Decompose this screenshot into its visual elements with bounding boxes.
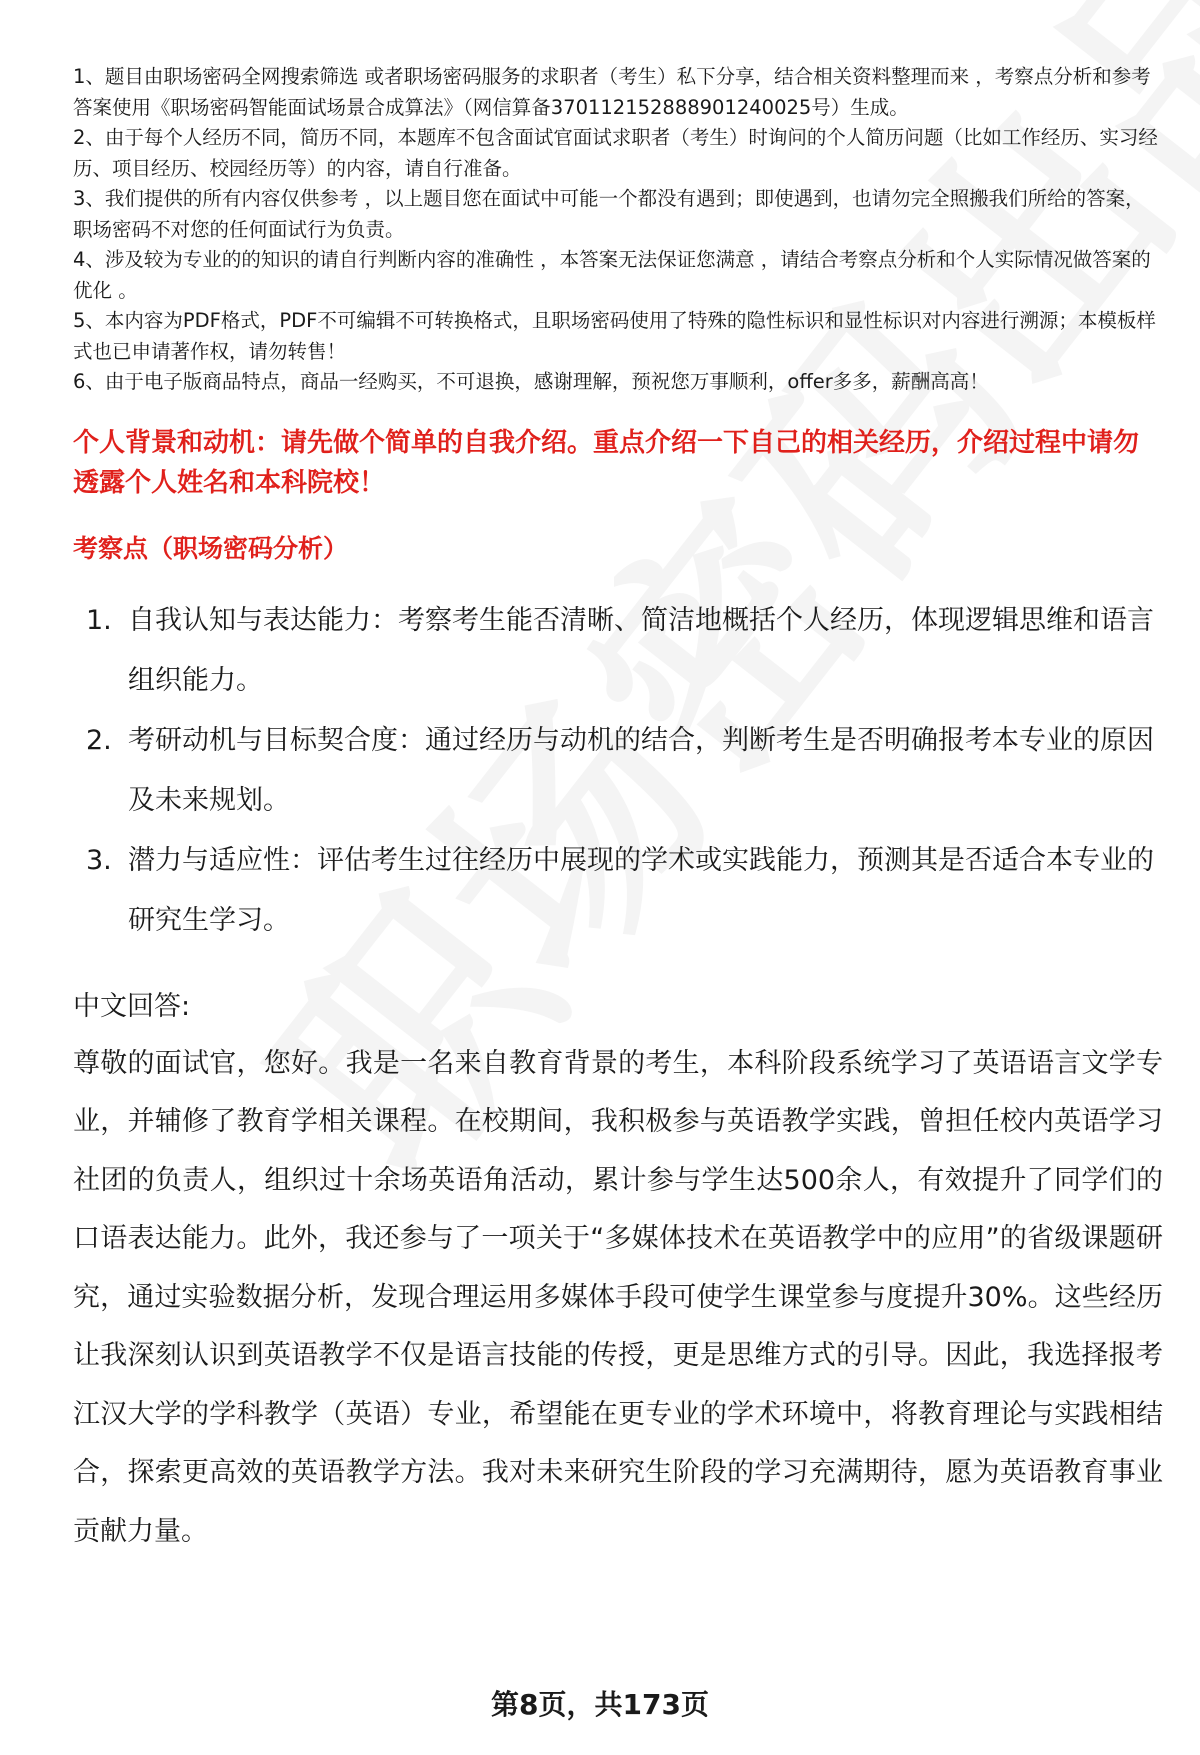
disclaimer-item: 5、本内容为PDF格式，PDF不可编辑不可转换格式，且职场密码使用了特殊的隐性标识和显性标识对内容进行溯源；本模板样式也已申请著作权，请勿转售！ bbox=[73, 309, 1156, 363]
page-footer: 第8页，共173页 bbox=[491, 1688, 709, 1721]
document-page bbox=[73, 62, 1163, 1561]
disclaimer-item: 6、由于电子版商品特点，商品一经购买，不可退换，感谢理解，预祝您万事顺利，offer多多，薪酬高高！ bbox=[73, 370, 989, 393]
point-text: 自我认知与表达能力：考察考生能否清晰、简洁地概括个人经历，体现逻辑思维和语言组织能力。 bbox=[128, 604, 1154, 696]
point-text: 潜力与适应性：评估考生过往经历中展现的学术或实践能力，预测其是否适合本专业的研究生学习。 bbox=[128, 844, 1154, 936]
analysis-point bbox=[73, 591, 1163, 711]
analysis-points bbox=[73, 591, 1163, 951]
analysis-heading: 考察点（职场密码分析） bbox=[73, 533, 349, 563]
disclaimer-item: 1、题目由职场密码全网搜索筛选 或者职场密码服务的求职者（考生）私下分享，结合相关资料整理而来 ，考察点分析和参考答案使用《职场密码智能面试场景合成算法》（网信算备370112152888901240025号）生成。 bbox=[73, 65, 1151, 119]
interview-question: 个人背景和动机：请先做个简单的自我介绍。重点介绍一下自己的相关经历，介绍过程中请勿透露个人姓名和本科院校！ bbox=[73, 427, 1140, 498]
point-number: 3. bbox=[86, 844, 112, 876]
point-text: 考研动机与目标契合度：通过经历与动机的结合，判断考生是否明确报考本专业的原因及未来规划。 bbox=[128, 724, 1154, 816]
analysis-point bbox=[73, 831, 1163, 951]
disclaimer-item: 4、涉及较为专业的的知识的请自行判断内容的准确性 ，本答案无法保证您满意 ，请结合考察点分析和个人实际情况做答案的优化 。 bbox=[73, 248, 1151, 302]
point-number: 2. bbox=[86, 724, 112, 756]
answer-text: 尊敬的面试官，您好。我是一名来自教育背景的考生，本科阶段系统学习了英语语言文学专业，并辅修了教育学相关课程。在校期间，我积极参与英语教学实践，曾担任校内英语学习社团的负责人，组织过十余场英语角活动，累计参与学生达500余人，有效提升了同学们的口语表达能力。此外，我还参与了一项关于“多媒体技术在英语教学中的应用”的省级课题研究，通过实验数据分析，发现合理运用多媒体手段可使学生课堂参与度提升30%。这些经历让我深刻认识到英语教学不仅是语言技能的传授，更是思维方式的引导。因此，我选择报考江汉大学的学科教学（英语）专业，希望能在更专业的学术环境中，将教育理论与实践相结合，探索更高效的英语教学方法。我对未来研究生阶段的学习充满期待，愿为英语教育事业贡献力量。 bbox=[73, 1047, 1163, 1547]
analysis-point bbox=[73, 711, 1163, 831]
disclaimer-item: 3、我们提供的所有内容仅供参考 ，以上题目您在面试中可能一个都没有遇到；即使遇到，也请勿完全照搬我们所给的答案，职场密码不对您的任何面试行为负责。 bbox=[73, 187, 1145, 241]
disclaimer-block bbox=[73, 62, 1163, 398]
point-number: 1. bbox=[86, 604, 112, 636]
disclaimer-item: 2、由于每个人经历不同，简历不同，本题库不包含面试官面试求职者（考生）时询问的个人简历问题（比如工作经历、实习经历、项目经历、校园经历等）的内容，请自行准备。 bbox=[73, 126, 1158, 180]
answer-label: 中文回答: bbox=[73, 990, 191, 1022]
